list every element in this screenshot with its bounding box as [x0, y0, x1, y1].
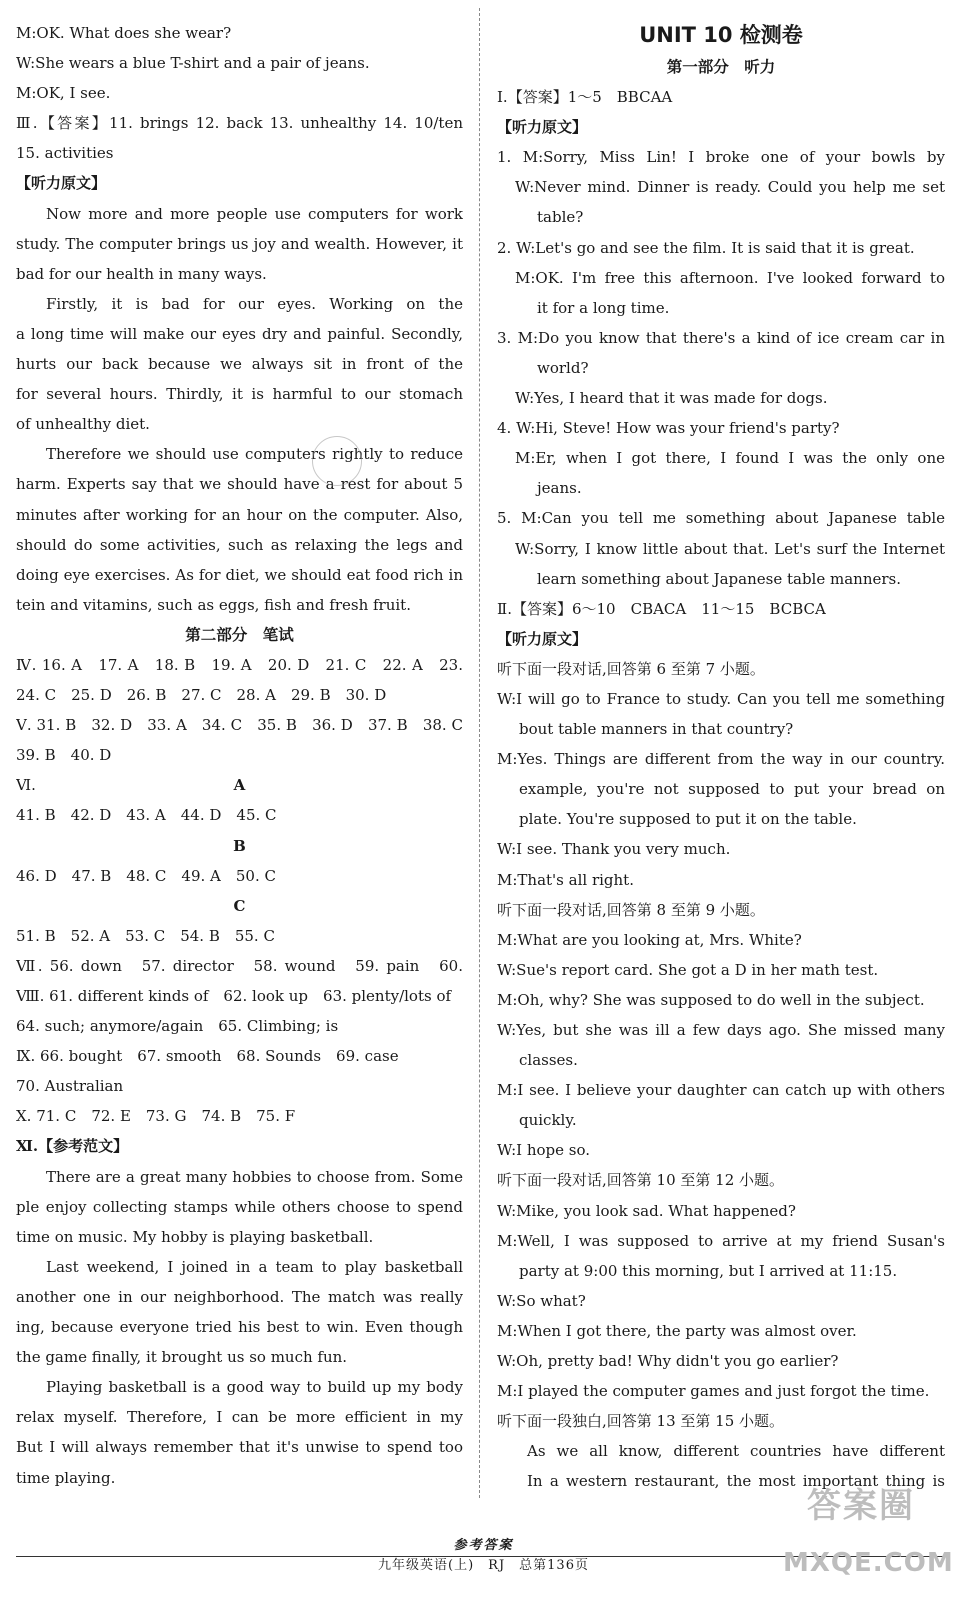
- right-text-line: W:Sorry, I know little about that. Let's surf the Internet: [515, 539, 945, 558]
- right-text-line: it for a long time.: [537, 298, 670, 317]
- left-text-line: a long time will make our eyes dry and painful. Secondly,: [16, 324, 463, 343]
- left-text-line: M:OK. What does she wear?: [16, 24, 232, 42]
- left-text-line: Firstly, it is bad for our eyes. Working on the: [46, 294, 463, 313]
- right-text-line: In a western restaurant, the most important thing is: [527, 1472, 945, 1491]
- left-text-line: Therefore we should use computers rightly to reduce: [46, 445, 463, 464]
- right-text-line: 5. M:Can you tell me something about Japanese table: [497, 509, 945, 528]
- left-text-line: ing, because everyone tried his best to win. Even though: [16, 1318, 463, 1337]
- right-text-line: W:Oh, pretty bad! Why didn't you go earlier?: [497, 1352, 839, 1371]
- left-text-line: 70. Australian: [16, 1077, 124, 1096]
- left-text-line: [16, 770, 463, 800]
- right-text-line: plate. You're supposed to put it on the table.: [519, 810, 857, 829]
- column-divider: [479, 8, 480, 1498]
- left-text-line: 第二部分 笔试: [185, 624, 294, 644]
- left-text-line: harm. Experts say that we should have a rest for about 5: [16, 475, 463, 494]
- left-text-line: tein and vitamins, such as eggs, fish and fresh fruit.: [16, 595, 411, 614]
- watermark-logo: 答案圈: [807, 1486, 915, 1526]
- left-text-line: Ⅺ.【参考范文】: [16, 1137, 129, 1156]
- left-text-line: Ⅴ. 31. B 32. D 33. A 34. C 35. B 36. D 37. B 38. C: [16, 716, 463, 735]
- left-text-line: Last weekend, I joined in a team to play basketball: [46, 1257, 463, 1276]
- right-column: [497, 18, 945, 1497]
- left-column: [16, 18, 463, 1493]
- left-text-line: hurts our back because we always sit in front of the: [16, 355, 463, 374]
- left-text-line: Ⅸ. 66. bought 67. smooth 68. Sounds 69. case: [16, 1047, 399, 1066]
- right-text-line: 听下面一段对话,回答第 10 至第 12 小题。: [497, 1171, 785, 1190]
- right-text-line: world?: [537, 358, 589, 377]
- right-text-line: 2. W:Let's go and see the film. It is said that it is great.: [497, 238, 915, 257]
- right-text-line: 4. W:Hi, Steve! How was your friend's party?: [497, 419, 840, 438]
- right-text-line: Ⅱ.【答案】6～10 CBACA 11～15 BCBCA: [497, 599, 826, 618]
- right-text-line: M:Oh, why? She was supposed to do well in the subject.: [497, 990, 925, 1009]
- right-text-line: M:What are you looking at, Mrs. White?: [497, 930, 802, 949]
- right-text-line: W:So what?: [497, 1291, 586, 1310]
- right-text-line: W:Sue's report card. She got a D in her math test.: [497, 960, 879, 979]
- right-text-line: W:I will go to France to study. Can you tell me something: [497, 689, 945, 708]
- left-text-line: C: [233, 896, 246, 915]
- right-text-line: example, you're not supposed to put your bread on: [519, 780, 945, 799]
- right-text-line: learn something about Japanese table manners.: [537, 569, 901, 588]
- right-text-line: bout table manners in that country?: [519, 720, 794, 739]
- right-text-line: party at 9:00 this morning, but I arrived at 11:15.: [519, 1261, 898, 1280]
- left-text-line: doing eye exercises. As for diet, we should eat food rich in: [16, 565, 463, 584]
- right-text-line: 听下面一段对话,回答第 8 至第 9 小题。: [497, 900, 765, 919]
- right-text-line: quickly.: [519, 1111, 577, 1130]
- right-text-line: W:Never mind. Dinner is ready. Could you help me set: [515, 178, 945, 197]
- left-text-line: B: [233, 836, 246, 855]
- left-text-line: 51. B 52. A 53. C 54. B 55. C: [16, 926, 275, 945]
- left-text-line: the game finally, it brought us so much fun.: [16, 1348, 348, 1367]
- right-text-line: M:Yes. Things are different from the way in our country.: [497, 750, 945, 769]
- left-text-line: 【听力原文】: [16, 174, 107, 193]
- left-text-line: ple enjoy collecting stamps while others choose to spend: [16, 1197, 463, 1216]
- left-text-line: 39. B 40. D: [16, 746, 112, 765]
- section-vi-label: Ⅵ.: [16, 776, 36, 795]
- left-text-line: 46. D 47. B 48. C 49. A 50. C: [16, 866, 276, 885]
- left-text-line: Playing basketball is a good way to build up my body: [46, 1378, 463, 1397]
- right-text-line: M:Er, when I got there, I found I was the only one: [515, 449, 945, 468]
- right-text-line: M:When I got there, the party was almost over.: [497, 1321, 857, 1340]
- right-text-line: 【听力原文】: [497, 629, 588, 648]
- left-text-line: 24. C 25. D 26. B 27. C 28. A 29. B 30. D: [16, 686, 387, 705]
- left-text-line: Ⅹ. 71. C 72. E 73. G 74. B 75. F: [16, 1107, 296, 1126]
- right-text-line: jeans.: [537, 479, 582, 498]
- subsection-a-label: A: [233, 776, 246, 795]
- right-text-line: M:I played the computer games and just forgot the time.: [497, 1382, 930, 1401]
- right-text-line: W:Yes, I heard that it was made for dogs.: [515, 389, 828, 408]
- left-text-line: another one in our neighborhood. The match was really: [16, 1287, 463, 1306]
- left-text-line: Ⅲ.【答案】11. brings 12. back 13. unhealthy 14. 10/ten: [16, 114, 463, 133]
- left-text-line: time on music. My hobby is playing basketball.: [16, 1227, 374, 1246]
- right-text-line: Ⅰ.【答案】1～5 BBCAA: [497, 88, 673, 107]
- left-text-line: Now more and more people use computers for work: [46, 204, 463, 223]
- right-text-line: W:Yes, but she was ill a few days ago. She missed many: [497, 1021, 945, 1039]
- right-text-line: table?: [537, 208, 584, 227]
- right-text-line: 3. M:Do you know that there's a kind of ice cream car in: [497, 328, 945, 347]
- right-text-line: M:I see. I believe your daughter can catch up with others: [497, 1081, 945, 1100]
- left-text-line: study. The computer brings us joy and wealth. However, it: [16, 234, 463, 253]
- left-text-line: 15. activities: [16, 144, 114, 163]
- left-text-line: time playing.: [16, 1468, 116, 1487]
- footer-title: 参考答案: [453, 1538, 514, 1553]
- left-text-line: Ⅳ. 16. A 17. A 18. B 19. A 20. D 21. C 22. A 23.: [16, 655, 463, 674]
- right-text-line: 【听力原文】: [497, 118, 588, 137]
- left-text-line: should do some activities, such as relaxing the legs and: [16, 535, 463, 554]
- right-text-line: 第一部分 听力: [666, 57, 776, 76]
- left-text-line: But I will always remember that it's unwise to spend too: [16, 1438, 463, 1457]
- right-text-line: 听下面一段独白,回答第 13 至第 15 小题。: [497, 1412, 785, 1431]
- right-text-line: 听下面一段对话,回答第 6 至第 7 小题。: [497, 659, 765, 678]
- watermark-url: MXQE.COM: [783, 1548, 954, 1578]
- right-text-line: W:I hope so.: [497, 1141, 591, 1160]
- left-text-line: of unhealthy diet.: [16, 415, 150, 434]
- right-text-line: As we all know, different countries have different: [527, 1442, 945, 1461]
- left-text-line: Ⅷ. 61. different kinds of 62. look up 63. plenty/lots of: [16, 987, 452, 1005]
- left-text-line: bad for our health in many ways.: [16, 264, 267, 283]
- left-text-line: M:OK, I see.: [16, 84, 111, 103]
- right-text-line: 1. M:Sorry, Miss Lin! I broke one of your bowls by: [497, 148, 945, 167]
- right-text-line: M:That's all right.: [497, 870, 634, 889]
- site-watermark: [777, 1478, 954, 1588]
- left-text-line: Ⅶ. 56. down 57. director 58. wound 59. pain 60.: [16, 956, 463, 975]
- right-text-line: W:Mike, you look sad. What happened?: [497, 1201, 796, 1220]
- left-text-line: for several hours. Thirdly, it is harmful to our stomach: [16, 385, 463, 404]
- left-text-line: 41. B 42. D 43. A 44. D 45. C: [16, 806, 277, 825]
- right-text-line: UNIT 10 检测卷: [639, 23, 803, 47]
- left-text-line: W:She wears a blue T-shirt and a pair of jeans.: [16, 54, 370, 73]
- faint-stamp-mark: [312, 436, 362, 486]
- right-text-line: classes.: [519, 1051, 578, 1070]
- left-text-line: relax myself. Therefore, I can be more efficient in my: [16, 1408, 463, 1427]
- footer-page-info: 九年级英语(上) RJ 总第136页: [378, 1558, 589, 1573]
- left-text-line: 64. such; anymore/again 65. Climbing; is: [16, 1017, 339, 1036]
- right-text-line: M:Well, I was supposed to arrive at my friend Susan's: [497, 1231, 945, 1250]
- right-text-line: W:I see. Thank you very much.: [497, 840, 731, 859]
- right-text-line: M:OK. I'm free this afternoon. I've looked forward to: [515, 268, 945, 287]
- left-text-line: There are a great many hobbies to choose from. Some: [46, 1167, 463, 1186]
- left-text-line: minutes after working for an hour on the computer. Also,: [16, 505, 463, 524]
